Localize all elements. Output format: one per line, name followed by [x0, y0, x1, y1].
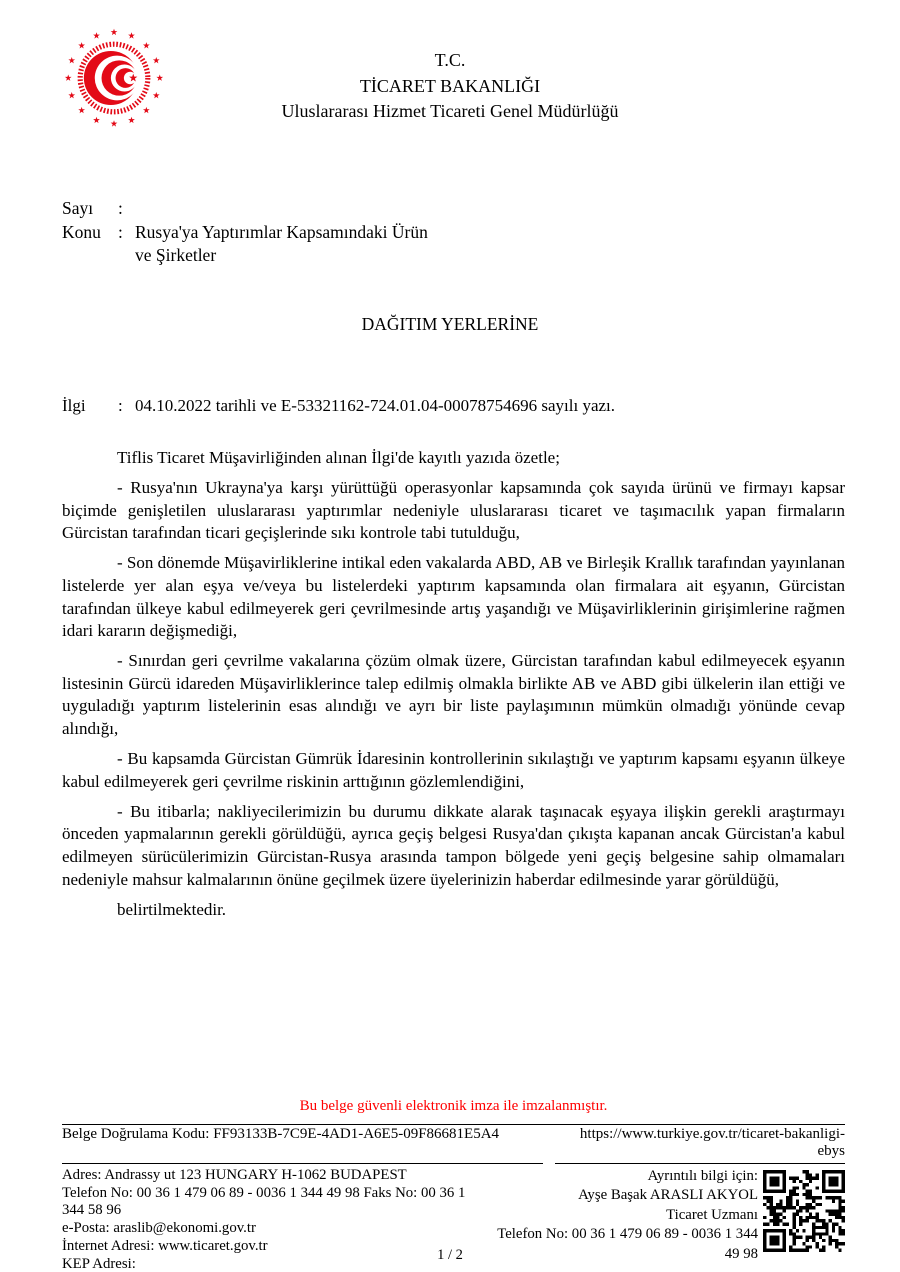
- footer-contact-phone: Telefon No: 00 36 1 479 06 89 - 0036 1 344 49 98: [497, 1226, 758, 1262]
- footer-phone: Telefon No: 00 36 1 479 06 89 - 0036 1 344 49 98 Faks No: 00 36 1 344 58 96: [62, 1184, 466, 1219]
- page-number: 1 / 2: [437, 1247, 463, 1263]
- body-paragraph-6: - Bu itibarla; nakliyecilerimizin bu durumu dikkate alarak taşınacak eşyaya ilişkin gerekli araştırmayı önceden yapmalarının gerekli görüldüğü, ayrıca geçiş belgesi Rusya'dan çıkışta kapanan ancak Gürcistan'a kabul edilmeyen sürücülerimizin Gürcistan-Rusya arasında tampon bölgede yeni geçiş belgesine sahip olmamaları nedeniyle mahsur kalmalarının önüne geçilmek üzere üyelerinizin haberdar edilmesinde yarar görüldüğü,: [62, 801, 845, 889]
- konu-value-line2: ve Şirketler: [135, 245, 217, 265]
- verification-row: [62, 1124, 845, 1164]
- verification-code: Belge Doğrulama Kodu: FF93133B-7C9E-4AD1-A6E5-09F86681E5A4: [62, 1125, 543, 1164]
- verification-url: https://www.turkiye.gov.tr/ticaret-bakanligi-ebys: [555, 1125, 845, 1164]
- konu-label: Konu: [62, 221, 101, 242]
- document-meta: [62, 197, 428, 268]
- body-paragraph-7: belirtilmektedir.: [117, 899, 227, 919]
- header-department: Uluslararası Hizmet Ticareti Genel Müdürlüğü: [281, 101, 619, 121]
- footer-contact-name: Ayşe Başak ARASLI AKYOL: [578, 1187, 758, 1204]
- sayi-value: [135, 197, 428, 221]
- body-paragraph-3: - Son dönemde Müşavirliklerine intikal eden vakalarda ABD, AB ve Birleşik Krallık tarafından yayınlanan listelerde yer alan eşya ve/veya bu listelerdeki yaptırım kapsamında olan firmalara ait eşyanın, Gürcistan tarafından ülkeye kabul edilmeyerek geri çevrilmesinde artış yaşandığı ve Müşavirliklerinin girişimlerine rağmen idari kararın değişmediği,: [62, 553, 845, 641]
- letterhead: [0, 48, 900, 125]
- sayi-label: Sayı: [62, 198, 94, 218]
- footer-address: Adres: Andrassy ut 123 HUNGARY H-1062 BUDAPEST: [62, 1167, 407, 1183]
- sayi-colon: :: [118, 198, 123, 218]
- reference-label: İlgi: [62, 396, 86, 415]
- qr-code-icon: [763, 1168, 845, 1254]
- footer-email: e-Posta: araslib@ekonomi.gov.tr: [62, 1220, 256, 1237]
- body-paragraph-2: - Rusya'nın Ukrayna'ya karşı yürüttüğü operasyonlar kapsamında çok sayıda ürünü ve firmayı kapsar biçimde genişletilen uluslararası yaptırımlar nedeniyle uluslararası ticaret ve taşımacılık yapan firmaların Gürcistan tarafından ticari geçişlerinde sıkı kontrole tabi tutulduğu,: [62, 478, 845, 543]
- recipient-heading: DAĞITIM YERLERİNE: [361, 314, 539, 334]
- footer-info-label: Ayrıntılı bilgi için:: [647, 1168, 758, 1184]
- footer-section: [62, 1098, 845, 1272]
- body-paragraph-4: - Sınırdan geri çevrilme vakalarına çözüm olmak üzere, Gürcistan tarafından kabul edilmeyecek eşyanın listesinin Gürcü idareden Müşavirliklerince talep edilmiş olmakla birlikte AB ve ABD gibi ülkelerin ilan ettiği ve uyguladığı yaptırım listelerinin esas alındığı ve ayrı bir liste paylaşımının mümkün olmadığı yönünde cevap alındığı,: [62, 651, 845, 739]
- konu-colon: :: [118, 221, 123, 242]
- footer-kep: KEP Adresi:: [62, 1255, 136, 1272]
- body-paragraph-5: - Bu kapsamda Gürcistan Gümrük İdaresinin kontrollerinin sıkılaştığı ve yaptırım kapsamı eşyanın ülkeye kabul edilmeyerek geri çevrilme riskinin arttığının gözlemlendiğini,: [62, 749, 845, 791]
- footer-web: İnternet Adresi: www.ticaret.gov.tr: [62, 1237, 268, 1254]
- header-ministry: TİCARET BAKANLIĞI: [359, 75, 541, 96]
- body-paragraph-1: Tiflis Ticaret Müşavirliğinden alınan İlgi'de kayıtlı yazıda özetle;: [117, 448, 560, 467]
- konu-value-line1: Rusya'ya Yaptırımlar Kapsamındaki Ürün: [135, 221, 428, 242]
- signature-notice: Bu belge güvenli elektronik imza ile imzalanmıştır.: [299, 1098, 608, 1114]
- footer-contact-title: Ticaret Uzmanı: [666, 1206, 758, 1223]
- header-tc: T.C.: [434, 50, 466, 70]
- reference-colon: :: [118, 396, 123, 415]
- reference-value: 04.10.2022 tarihli ve E-53321162-724.01.04-00078754696 sayılı yazı.: [135, 396, 616, 415]
- reference-line: [62, 396, 845, 416]
- letter-body: [62, 447, 845, 929]
